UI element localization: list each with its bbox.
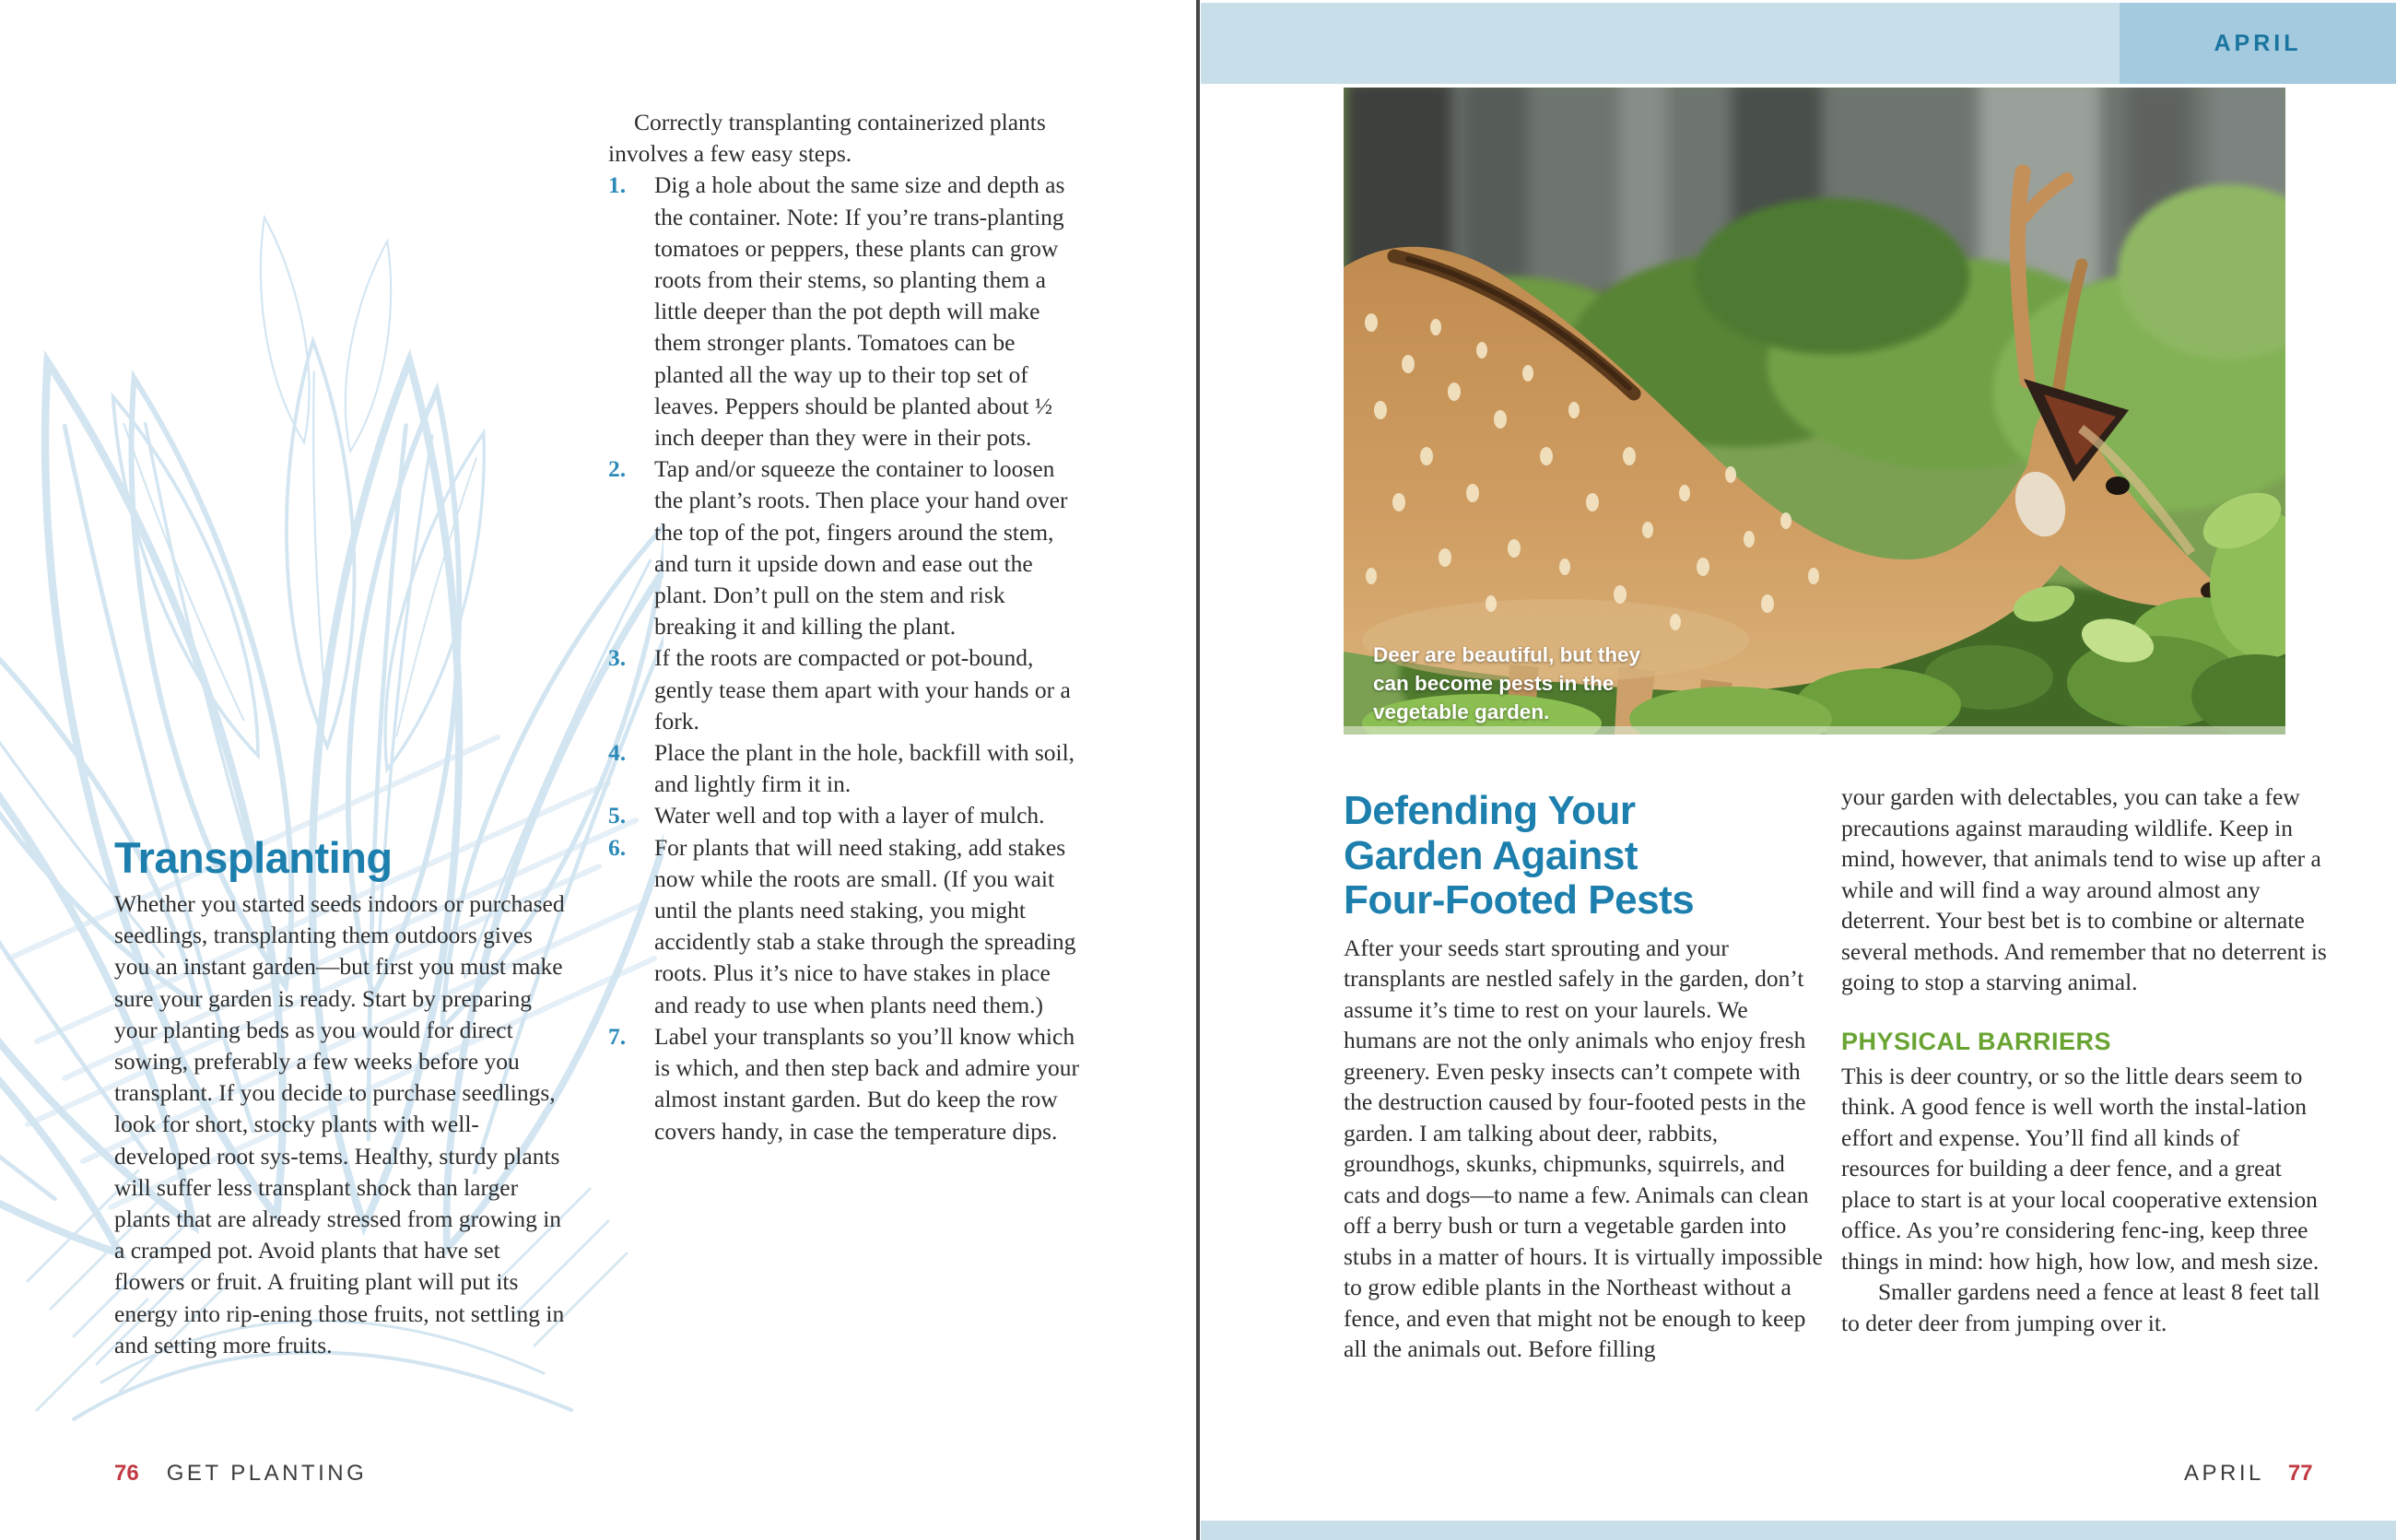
step-text: Place the plant in the hole, backfill with soil, and lightly firm it in.: [654, 739, 1075, 798]
step-text: Label your transplants so you’ll know which is which, and then step back and admire your almost instant garden. But do keep the row covers handy, in case the temperature dips.: [654, 1022, 1079, 1145]
article-body-col1: After your seeds start sprouting and your transplants are nestled safely in the garden, don’t assume it’s time to rest on your laurels. We humans are not the only animals who enjoy fresh greenery. Even pesky insects can’t compete with the destruction caused by four-footed pests in the garden. I am talking about deer, rabbits, groundhogs, skunks, chipmunks, squirrels, and cats and dogs—to name a few. Animals can clean off a berry bush or turn a vegetable garden into stubs in a matter of hours. It is virtually impossible to grow edible plants in the Northeast without a fence, and even that might not be enough to keep all the animals out. Before filling: [1344, 934, 1823, 1362]
step-text: If the roots are compacted or pot-bound, gently tease them apart with your hands or a fork.: [654, 644, 1071, 735]
deer-photo: [1344, 88, 2285, 735]
chapter-tab-label: APRIL: [2214, 29, 2302, 56]
step-item-5: [608, 800, 1082, 831]
article-title-line2: Garden Against: [1344, 832, 1638, 878]
section-title: Transplanting: [114, 833, 393, 882]
step-item-1: [608, 170, 1082, 453]
step-item-4: [608, 737, 1082, 800]
step-number: 4.: [608, 739, 627, 767]
article-title-line1: Defending Your: [1344, 788, 1636, 833]
step-item-3: [608, 642, 1082, 737]
transplanting-section: [114, 835, 566, 1361]
page-number: 77: [2287, 1461, 2313, 1486]
book-title-footer: GET PLANTING: [166, 1461, 368, 1486]
section-body: Whether you started seeds indoors or purchased seedlings, transplanting them outdoors gives you an instant garden—but first you must make sure your garden is ready. Start by preparing your planting beds as you would for direct sowing, preferably a few weeks before you transplant. If you decide to purchase seedlings, look for short, stocky plants with well-developed root sys-tems. Healthy, sturdy plants will suffer less transplant shock than larger plants that are already stressed from growing in a cramped pot. Avoid plants that have set flowers or fruit. A fruiting plant will put its energy into rip-ening those fruits, not settling in and setting more fruits.: [114, 890, 565, 1358]
step-number: 3.: [608, 644, 627, 672]
article-title-line3: Four-Footed Pests: [1344, 877, 1695, 923]
article-body-col2: your garden with delectables, you can take a few precautions against marauding wildlife. Keep in mind, however, that animals tend to wise up after a while and will find a way around almost any deterrent. Your best bet is to combine or alternate several methods. And remember that no deterrent is going to stop a starving animal.: [1841, 783, 2327, 995]
step-number: 7.: [608, 1022, 627, 1050]
step-number: 6.: [608, 833, 627, 861]
chapter-band-bottom: [1201, 1521, 2396, 1540]
page-number: 76: [114, 1461, 139, 1486]
step-item-7: [608, 1021, 1082, 1147]
article-column-2: [1841, 782, 2328, 1338]
step-number: 5.: [608, 802, 627, 829]
left-page-footer: [114, 1461, 367, 1487]
chapter-footer-label: APRIL: [2184, 1461, 2264, 1486]
page-divider: [1196, 0, 1200, 1540]
step-text: For plants that will need staking, add stakes now while the roots are small. (If you wait until the plants need staking, you might accidently stab a stake through the spreading roots. Plus it’s nice to have stakes in place and ready to use when plants need them.): [654, 833, 1076, 1018]
article-column-1: [1344, 789, 1824, 1365]
subsection-para2: Smaller gardens need a fence at least 8 feet tall to deter deer from jumping over it.: [1841, 1278, 2320, 1336]
transplant-steps-column: [608, 107, 1082, 1147]
step-text: Dig a hole about the same size and depth as the container. Note: If you’re trans-planting tomatoes or peppers, these plants can grow roots from their stems, so planting them a little deeper than the pot depth will make them stronger plants. Tomatoes can be planted all the way up to their top set of leaves. Peppers should be planted about ½ inch deeper than they were in their pots.: [654, 171, 1065, 452]
step-number: 1.: [608, 171, 627, 199]
numbered-steps-list: [608, 170, 1082, 1146]
article-title: [1344, 789, 1824, 923]
step-text: Water well and top with a layer of mulch.: [654, 802, 1045, 829]
photo-caption: Deer are beautiful, but they can become pests in the vegetable garden.: [1373, 643, 1641, 723]
steps-intro: Correctly transplanting containerized plants involves a few easy steps.: [608, 109, 1046, 168]
step-item-6: [608, 832, 1082, 1021]
step-number: 2.: [608, 455, 627, 483]
subsection-para1: This is deer country, or so the little dears seem to think. A good fence is well worth the instal-lation effort and expense. You’ll find all kinds of resources for building a deer fence, and a great place to start is at your local cooperative extension office. As you’re considering fenc-ing, keep three things in mind: how high, how low, and mesh size.: [1841, 1062, 2320, 1275]
step-text: Tap and/or squeeze the container to loosen the plant’s roots. Then place your hand over the top of the pot, fingers around the stem, and turn it upside down and ease out the plant. Don’t pull on the stem and risk breaking it and killing the plant.: [654, 455, 1068, 641]
step-item-2: [608, 453, 1082, 642]
subsection-title: PHYSICAL BARRIERS: [1841, 1027, 2112, 1055]
right-page-footer: [2184, 1461, 2313, 1487]
chapter-tab: [2120, 3, 2396, 84]
